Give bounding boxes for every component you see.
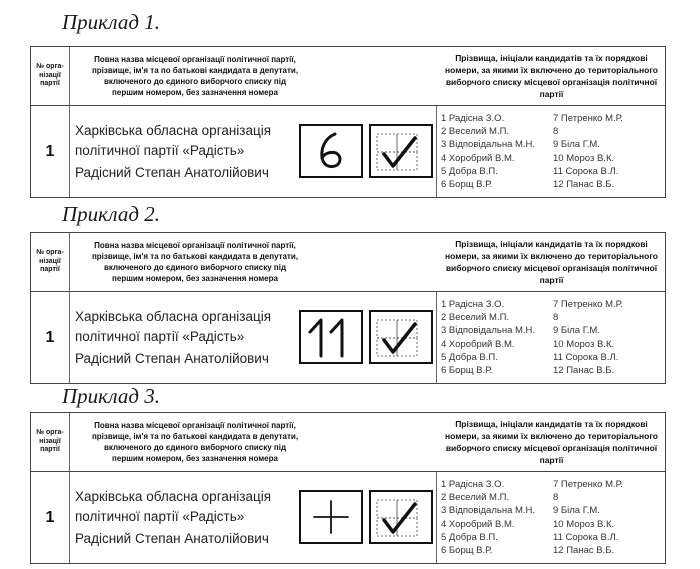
example-title: Приклад 3.	[62, 384, 160, 408]
org-name-line1: Харківська обласна організація	[75, 122, 272, 138]
list-item: 8	[553, 126, 559, 138]
list-item: 1 Радісна З.О.	[441, 298, 505, 310]
vote-check-box[interactable]	[369, 124, 433, 178]
plus-mark-icon	[301, 492, 361, 542]
list-item: 9 Біла Г.М.	[553, 139, 600, 151]
list-item: 10 Мороз В.К.	[553, 338, 615, 350]
check-mark-icon	[371, 312, 431, 362]
list-item: 4 Хоробрий В.М.	[441, 338, 515, 350]
list-item: 7 Петренко М.Р.	[553, 112, 623, 124]
list-item: 2 Веселий М.П.	[441, 312, 510, 324]
party-info	[75, 472, 295, 563]
check-mark-icon	[371, 126, 431, 176]
list-item: 12 Панас В.Б.	[553, 544, 615, 556]
example-title: Приклад 1.	[62, 10, 160, 34]
candidates-list	[441, 106, 667, 197]
org-name-line2: політичної партії «Радість»	[75, 508, 245, 524]
check-mark-icon	[371, 492, 431, 542]
list-item: 7 Петренко М.Р.	[553, 298, 623, 310]
handwritten-mark-6	[301, 126, 361, 176]
candidates-left-column	[441, 112, 553, 191]
list-item: 11 Сорока В.Л.	[553, 351, 619, 363]
list-item: 5 Добра В.П.	[441, 351, 498, 363]
list-item: 12 Панас В.Б.	[553, 364, 615, 376]
list-item: 6 Борщ В.Р.	[441, 544, 493, 556]
list-item: 11 Сорока В.Л.	[553, 531, 619, 543]
leader-name: Радісний Степан Анатолійович	[75, 350, 269, 366]
candidates-right-column	[553, 112, 663, 191]
list-item: 12 Панас В.Б.	[553, 178, 615, 190]
priority-number-box[interactable]	[299, 490, 363, 544]
candidates-left-column	[441, 298, 553, 377]
list-item: 8	[553, 492, 559, 504]
list-item: 3 Відповідальна М.Н.	[441, 139, 536, 151]
list-item: 1 Радісна З.О.	[441, 112, 505, 124]
vote-check-box[interactable]	[369, 310, 433, 364]
header-party-number: № орга-нізації партії	[36, 249, 64, 274]
party-number: 1	[45, 508, 55, 526]
vote-check-box[interactable]	[369, 490, 433, 544]
list-item: 4 Хоробрий В.М.	[441, 518, 515, 530]
list-item: 2 Веселий М.П.	[441, 126, 510, 138]
list-item: 7 Петренко М.Р.	[553, 478, 623, 490]
candidates-right-column	[553, 298, 663, 377]
list-item: 4 Хоробрий В.М.	[441, 152, 515, 164]
leader-name: Радісний Степан Анатолійович	[75, 530, 269, 546]
header-party-name: Повна назва місцевої організації політичної партії, прізвище, ім'я та по батькові кандидата в депутати, включеного до єдиного виборчого списку під першим номером, без зазначення номера	[91, 241, 299, 283]
candidates-right-column	[553, 478, 663, 557]
leader-name: Радісний Степан Анатолійович	[75, 164, 269, 180]
list-item: 9 Біла Г.М.	[553, 505, 600, 517]
list-item: 1 Радісна З.О.	[441, 478, 505, 490]
list-item: 9 Біла Г.М.	[553, 325, 600, 337]
org-name-line1: Харківська обласна організація	[75, 308, 272, 324]
list-item: 8	[553, 312, 559, 324]
candidates-list	[441, 292, 667, 383]
priority-number-box[interactable]	[299, 124, 363, 178]
table-row	[30, 106, 666, 198]
list-item: 3 Відповідальна М.Н.	[441, 505, 536, 517]
priority-number-box[interactable]	[299, 310, 363, 364]
header-candidates: Прізвища, ініціали кандидатів та їх порядкові номери, за якими їх включено до територіального виборчого списку місцевої організація політичної партії	[445, 53, 658, 99]
table-header	[30, 46, 666, 106]
candidates-left-column	[441, 478, 553, 557]
table-row	[30, 472, 666, 564]
header-candidates: Прізвища, ініціали кандидатів та їх порядкові номери, за якими їх включено до територіального виборчого списку місцевої організація політичної партії	[445, 239, 658, 285]
list-item: 5 Добра В.П.	[441, 531, 498, 543]
party-info	[75, 106, 295, 197]
list-item: 2 Веселий М.П.	[441, 492, 510, 504]
header-party-name: Повна назва місцевої організації політичної партії, прізвище, ім'я та по батькові кандидата в депутати, включеного до єдиного виборчого списку під першим номером, без зазначення номера	[91, 421, 299, 463]
party-number: 1	[45, 142, 55, 160]
org-name-line2: політичної партії «Радість»	[75, 328, 245, 344]
list-item: 6 Борщ В.Р.	[441, 178, 493, 190]
example-title: Приклад 2.	[62, 202, 160, 226]
table-header	[30, 412, 666, 472]
header-party-number: № орга-нізації партії	[36, 63, 64, 88]
list-item: 11 Сорока В.Л.	[553, 165, 619, 177]
candidates-list	[441, 472, 667, 563]
list-item: 5 Добра В.П.	[441, 165, 498, 177]
list-item: 6 Борщ В.Р.	[441, 364, 493, 376]
header-party-name: Повна назва місцевої організації політичної партії, прізвище, ім'я та по батькові кандидата в депутати, включеного до єдиного виборчого списку під першим номером, без зазначення номера	[91, 55, 299, 97]
list-item: 3 Відповідальна М.Н.	[441, 325, 536, 337]
header-candidates: Прізвища, ініціали кандидатів та їх порядкові номери, за якими їх включено до територіального виборчого списку місцевої організація політичної партії	[445, 419, 658, 465]
list-item: 10 Мороз В.К.	[553, 518, 615, 530]
org-name-line1: Харківська обласна організація	[75, 488, 272, 504]
table-header	[30, 232, 666, 292]
header-party-number: № орга-нізації партії	[36, 429, 64, 454]
party-info	[75, 292, 295, 383]
list-item: 10 Мороз В.К.	[553, 152, 615, 164]
party-number: 1	[45, 328, 55, 346]
org-name-line2: політичної партії «Радість»	[75, 142, 245, 158]
table-row	[30, 292, 666, 384]
handwritten-mark-11	[301, 312, 361, 362]
